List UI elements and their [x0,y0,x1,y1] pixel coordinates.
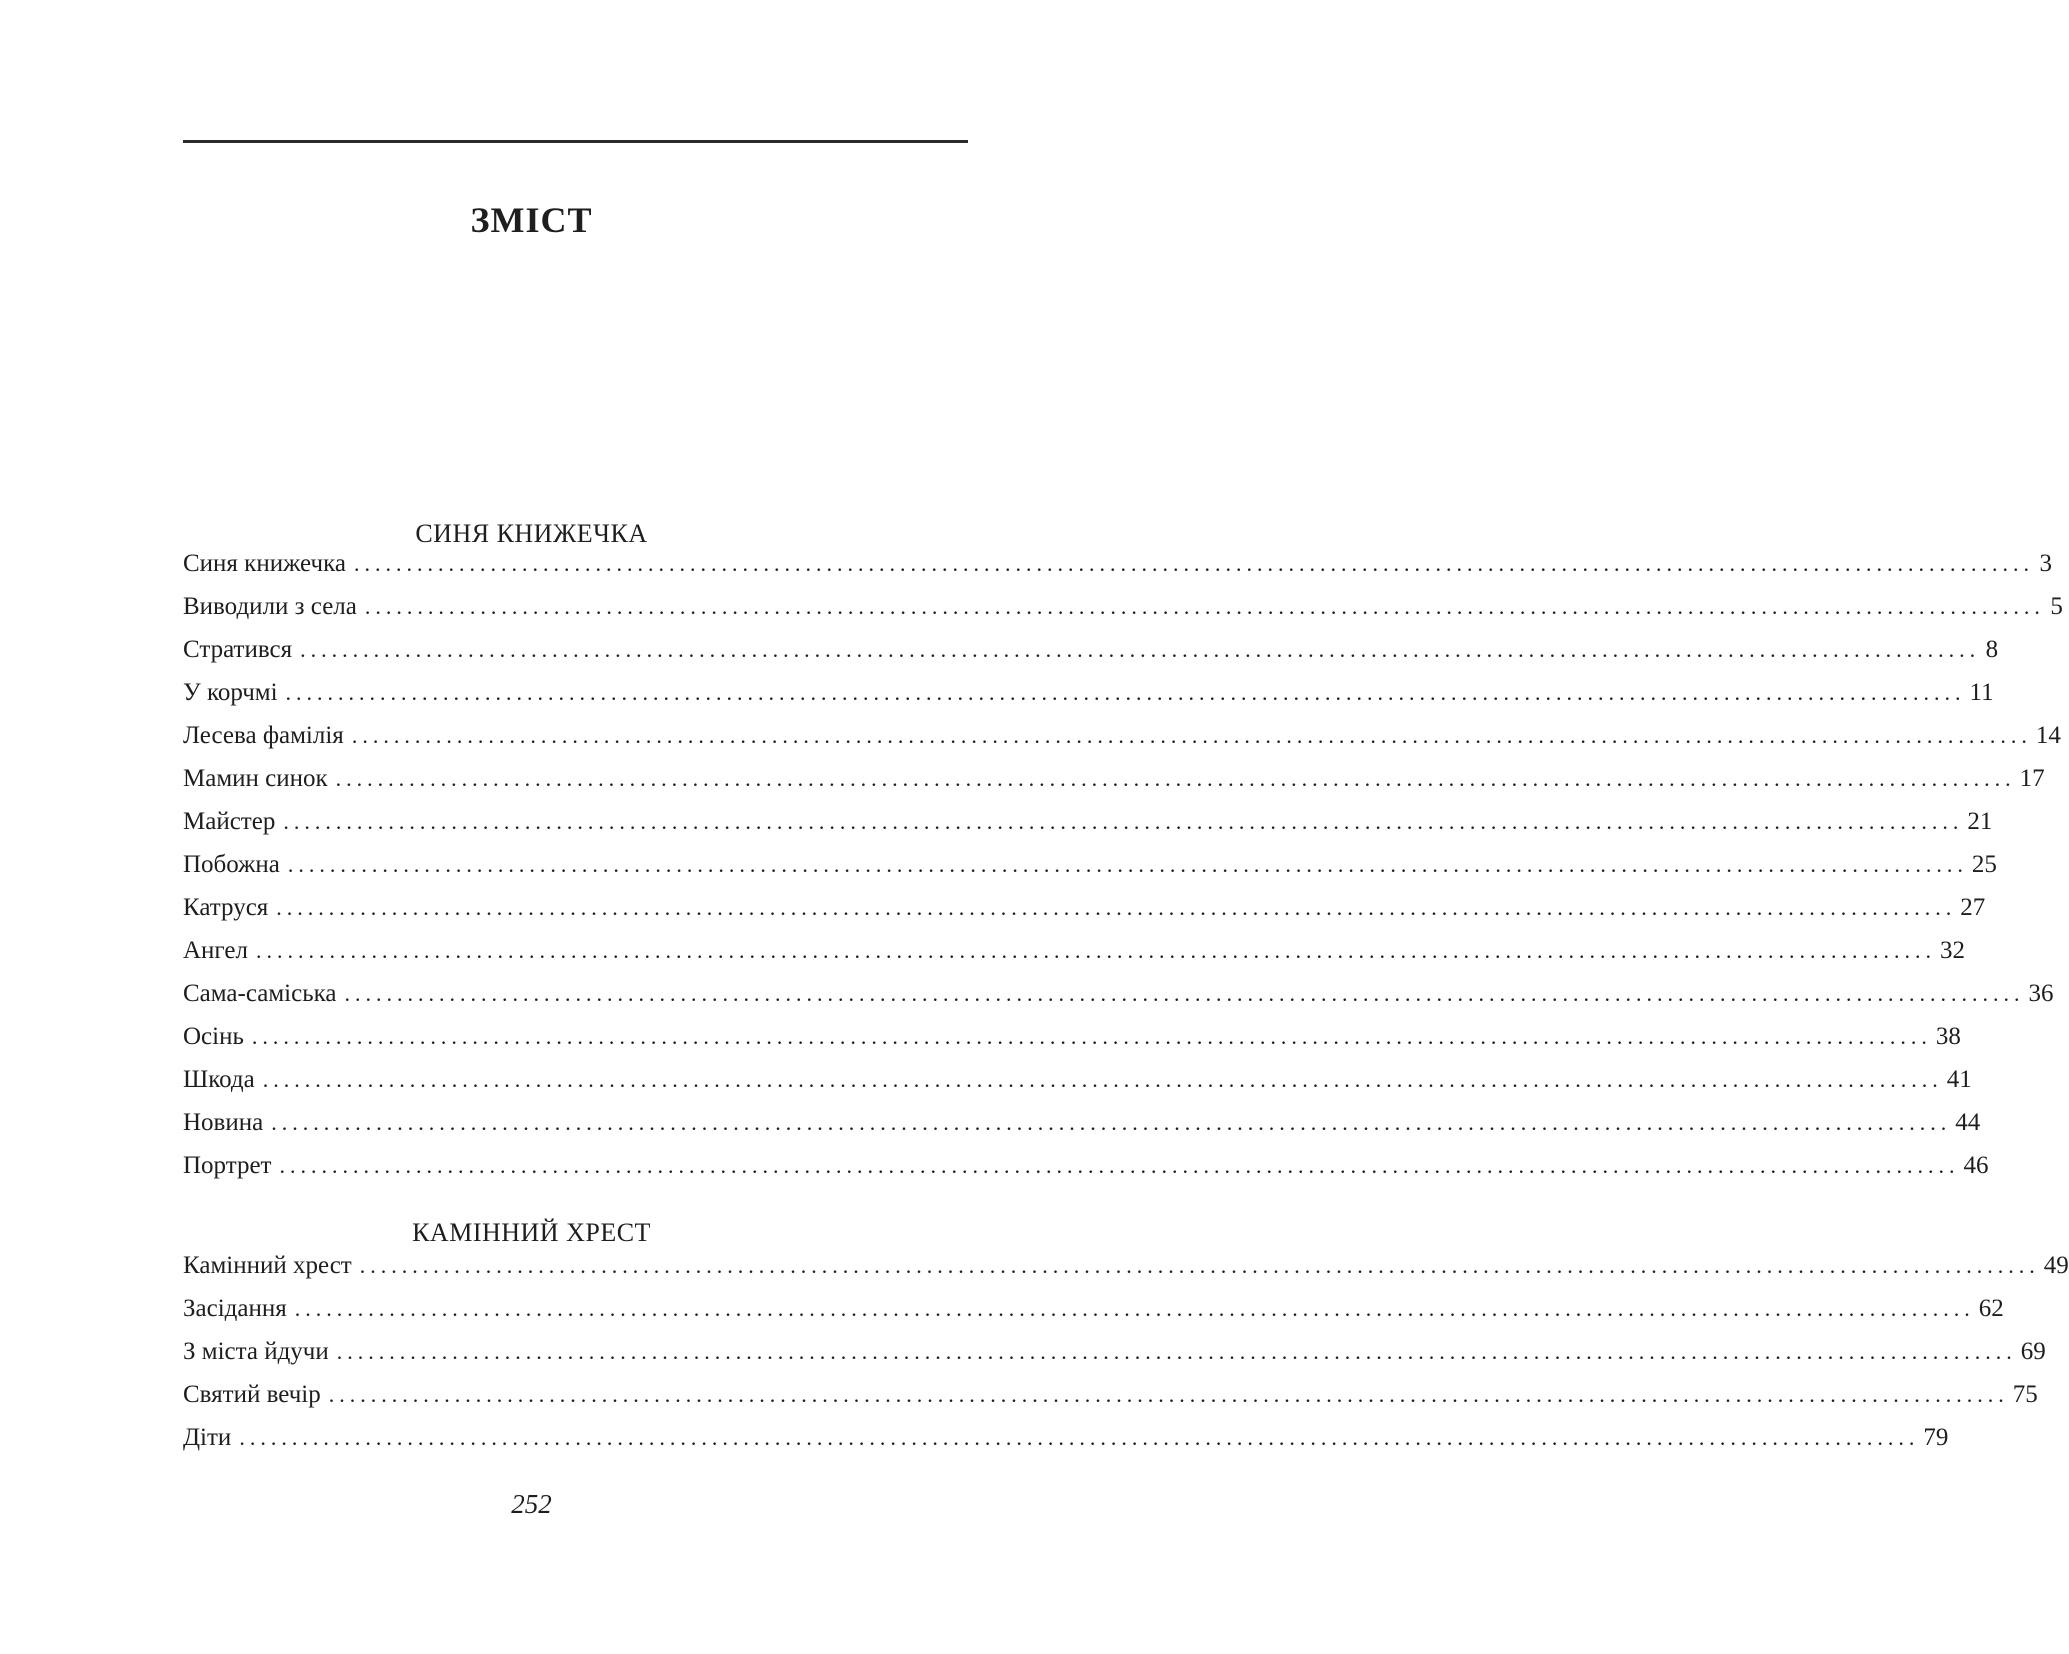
toc-entry-page: 79 [1923,1424,1949,1451]
toc-entry[interactable] [183,548,2052,591]
toc-entry-title: Сама-саміська [183,980,337,1007]
dot-leader: ................................................................................................................................................................ [364,594,2045,619]
section-heading: КАМІННИЙ ХРЕСТ [412,1218,651,1247]
toc-entry-title: Шкода [183,1066,255,1093]
toc-entry[interactable] [183,892,1986,935]
toc-entry[interactable] [183,978,2054,1021]
dot-leader: ................................................................................................................................................................ [255,938,1936,963]
toc-entry[interactable] [183,1336,2046,1379]
toc-entry-page: 25 [1971,851,1997,878]
toc-entry[interactable] [183,935,1965,978]
dot-leader: ................................................................................................................................................................ [262,1067,1943,1092]
toc-entry-title: Діти [183,1424,232,1451]
toc-entry-page: 8 [1985,636,1999,663]
header-rule [183,140,968,143]
dot-leader: ................................................................................................................................................................ [287,852,1968,877]
toc-list [183,1250,2069,1465]
toc-entry-page: 62 [1978,1295,2004,1322]
toc-entry[interactable] [183,634,1999,677]
toc-entry-title: Побожна [183,851,280,878]
dot-leader: ................................................................................................................................................................ [251,1024,1932,1049]
toc-entry-page: 46 [1963,1152,1989,1179]
dot-leader: ................................................................................................................................................................ [353,551,2034,576]
toc-entry[interactable] [183,1107,1981,1150]
dot-leader: ................................................................................................................................................................ [239,1425,1920,1450]
dot-leader: ................................................................................................................................................................ [335,766,2016,791]
toc-entry-title: Портрет [183,1152,272,1179]
toc-entry-page: 44 [1955,1109,1981,1136]
toc-entry-page: 32 [1939,937,1965,964]
toc-entry[interactable] [183,806,1993,849]
toc-entry-page: 38 [1935,1023,1961,1050]
toc-entry-title: Новина [183,1109,264,1136]
toc-entry-title: Святий вечір [183,1381,321,1408]
toc-entry[interactable] [183,763,2045,806]
dot-leader: ................................................................................................................................................................ [276,895,1957,920]
dot-leader: ................................................................................................................................................................ [359,1253,2040,1278]
toc-entry-title: Виводили з села [183,593,357,620]
toc-entry-page: 41 [1946,1066,1972,1093]
toc-entry[interactable] [183,591,2063,634]
dot-leader: ................................................................................................................................................................ [300,637,1981,662]
toc-entry-page: 75 [2012,1381,2038,1408]
toc-entry[interactable] [183,1021,1961,1064]
toc-entry[interactable] [183,1250,2069,1293]
dot-leader: ................................................................................................................................................................ [271,1110,1952,1135]
toc-entry-page: 21 [1967,808,1993,835]
toc-entry-title: З міста йдучи [183,1338,329,1365]
toc-entry-page: 27 [1960,894,1986,921]
toc-entry-page: 36 [2028,980,2054,1007]
dot-leader: ................................................................................................................................................................ [344,981,2025,1006]
dot-leader: ................................................................................................................................................................ [285,680,1966,705]
toc-entry-title: У корчмі [183,679,278,706]
toc-list [183,548,2063,1193]
dot-leader: ................................................................................................................................................................ [328,1382,2009,1407]
page-number: 252 [511,1489,552,1519]
toc-entry[interactable] [183,1064,1972,1107]
toc-entry-title: Синя книжечка [183,550,346,577]
dot-leader: ................................................................................................................................................................ [294,1296,1975,1321]
section-heading: СИНЯ КНИЖЕЧКА [415,519,648,548]
toc-entry-title: Майстер [183,808,276,835]
dot-leader: ................................................................................................................................................................ [283,809,1964,834]
toc-entry[interactable] [183,1379,2038,1422]
toc-entry[interactable] [183,849,1997,892]
toc-entry-page: 5 [2050,593,2063,620]
toc-entry-title: Камінний хрест [183,1252,352,1279]
toc-entry[interactable] [183,1422,1949,1465]
toc-entry-page: 69 [2020,1338,2046,1365]
dot-leader: ................................................................................................................................................................ [351,723,2032,748]
toc-entry-page: 3 [2039,550,2052,577]
toc-entry[interactable] [183,1150,1989,1193]
toc-entry-page: 17 [2019,765,2045,792]
dot-leader: ................................................................................................................................................................ [336,1339,2017,1364]
toc-entry-title: Стратився [183,636,293,663]
toc-entry-title: Ангел [183,937,248,964]
toc-entry-page: 11 [1969,679,1994,706]
toc-entry-title: Осінь [183,1023,244,1050]
toc-entry-title: Мамин синок [183,765,328,792]
dot-leader: ................................................................................................................................................................ [279,1153,1960,1178]
toc-entry-title: Катруся [183,894,269,921]
toc-entry-title: Засідання [183,1295,287,1322]
toc-entry-page: 14 [2035,722,2061,749]
toc-entry[interactable] [183,1293,2004,1336]
page-title: ЗМІСТ [470,200,593,240]
toc-entry[interactable] [183,720,2061,763]
toc-entry-page: 49 [2043,1252,2069,1279]
toc-entry-title: Лесева фамілія [183,722,344,749]
toc-entry[interactable] [183,677,1994,720]
